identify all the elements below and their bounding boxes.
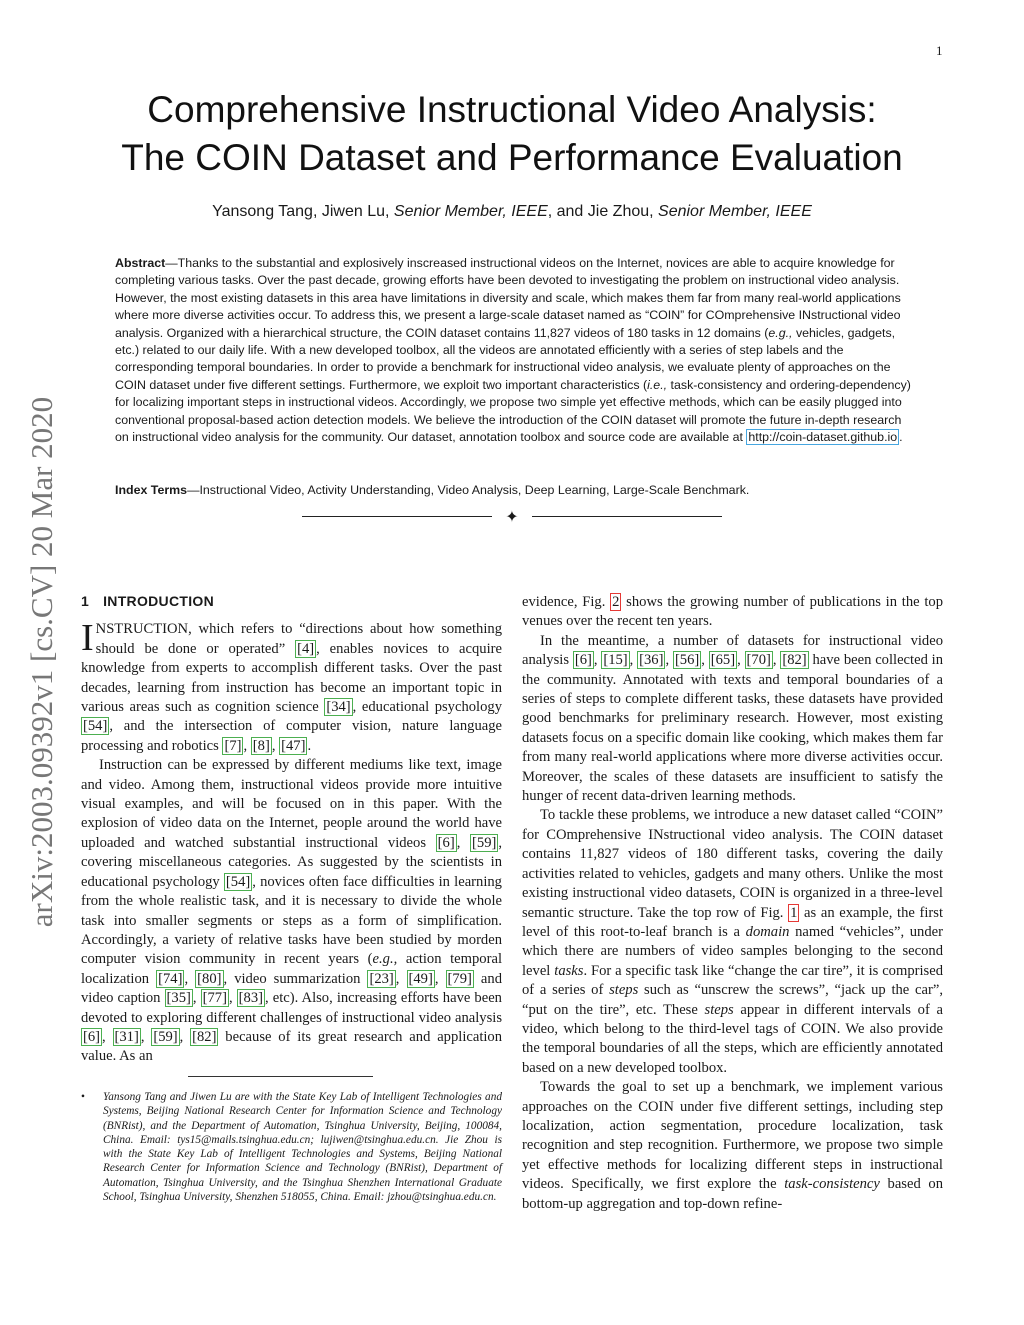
punctuation: ,	[228, 990, 237, 1007]
citation-link[interactable]: [80]	[197, 970, 222, 987]
paragraph-text: e.g.,	[372, 951, 398, 968]
citation-link[interactable]: [59]	[153, 1028, 178, 1045]
title-line-2: The COIN Dataset and Performance Evaluation	[121, 137, 903, 178]
affiliation-footnote	[81, 1090, 502, 1204]
citation-link[interactable]: [83]	[238, 990, 263, 1007]
paragraph-text: because of its great research and application value. As an	[81, 1028, 503, 1065]
citation-link[interactable]: [74]	[158, 970, 183, 987]
punctuation: ,	[593, 652, 602, 669]
paragraph-text: steps	[609, 982, 639, 999]
citation-link[interactable]: [7]	[224, 737, 242, 754]
paragraph-text: . For a specific task like “change the car tire”, it is comprised of a series of	[522, 962, 943, 999]
paragraph-text: as an example, the first level of this root-to-leaf branch is a	[522, 904, 944, 940]
citation-link[interactable]: [23]	[369, 970, 394, 987]
divider-line	[302, 516, 492, 517]
punctuation: ,	[665, 652, 673, 669]
citation-link[interactable]: [82]	[782, 652, 807, 669]
paragraph-text: , video summarization	[223, 970, 368, 987]
punctuation: ,	[456, 834, 471, 851]
citation-link[interactable]: [49]	[408, 970, 433, 987]
citation-link[interactable]: [31]	[114, 1028, 139, 1045]
author-names: , and Jie Zhou,	[547, 203, 659, 220]
citation-link[interactable]: [54]	[83, 718, 108, 735]
paragraph-text: action temporal localization	[81, 951, 502, 987]
paragraph-text: To tackle these problems, we introduce a new dataset called “COIN” for COmprehensive INstructional video analysis. The COIN dataset contains 11,827 videos of 180 different tasks, covering the daily activities related to vehicles, gadgets and many others. Unlike the most existing instructional video datasets, COIN is organized in a three-level semantic structure. Take the top row of Fig.	[522, 807, 943, 921]
punctuation: ,	[395, 970, 407, 987]
section-divider	[302, 508, 722, 526]
citation-link[interactable]: [6]	[83, 1028, 101, 1045]
section-number: 1	[81, 593, 90, 609]
footnote-rule	[188, 1076, 373, 1077]
paragraph-text: tasks	[554, 962, 584, 979]
paragraph-text: have been collected in the community. Annotated with texts and temporal boundaries of a series of steps to complete different tasks, these datasets have provided good benchmarks for preliminary research. However, most existing datasets focus on a specific domain like cooking, which makes them far from many real-world applications where more diverse activities occur. Moreover, the scales of these datasets are insufficient to satisfy the hunger of recent data-driven learning methods.	[522, 652, 944, 805]
citation-link[interactable]: [82]	[192, 1028, 217, 1045]
abstract-text: task-consistency and ordering-dependency) for localizing important steps in instructional videos. Accordingly, we propose two simple yet effective methods, which can be easily plugged into conventional proposal-based action detection models. We believe the introduction of the COIN dataset will promote the future in-depth research on instructional video analysis for the community. Our dataset, annotation toolbox and source code are available at	[115, 377, 911, 445]
index-terms-label: Index Terms	[115, 483, 188, 497]
diamond-icon: ✦	[505, 507, 519, 526]
citation-link[interactable]: [15]	[603, 652, 628, 669]
author-list	[60, 203, 964, 221]
punctuation: ,	[434, 970, 446, 987]
citation-link[interactable]: [4]	[297, 640, 315, 657]
section-title: INTRODUCTION	[103, 593, 215, 609]
punctuation: ,	[184, 970, 196, 987]
figure-link[interactable]: 1	[790, 904, 798, 921]
section-heading	[81, 592, 502, 611]
paragraph-text: , novices often face difficulties in learning from the whole realistic task, and it is necessary to divide the whole task into smaller segments or steps as a form of simplification. Accordingly, a variety of relative tasks have been studied by morden computer vision community in recent years (	[81, 873, 502, 968]
abstract-text: e.g.,	[768, 325, 793, 340]
author-names: Yansong Tang, Jiwen Lu,	[212, 203, 394, 220]
paragraph-text: , and the intersection of computer vision, nature language processing and robotics	[81, 718, 502, 754]
drop-cap: I	[81, 617, 94, 660]
abstract-label: Abstract	[115, 256, 166, 270]
paragraph	[522, 593, 943, 632]
punctuation: ,	[243, 737, 251, 754]
paragraph-text: Instruction can be expressed by different mediums like text, image and video. Among them, instructional videos provide more intuitive visual examples, and will be focused on in this paper. With the explosion of video data on the Internet, people around the world have uploaded and watched substantial instructional videos	[81, 757, 502, 851]
punctuation: ,	[701, 652, 709, 669]
punctuation: ,	[629, 652, 638, 669]
punctuation: ,	[179, 1028, 191, 1045]
abstract-text: i.e.,	[647, 377, 668, 392]
paper-title	[60, 86, 964, 182]
paragraph-text: , enables novices to acquire knowledge from experts to accomplish different tasks. Over the past decades, learning from instruction has become an important topic in various areas such as cognition science	[81, 640, 502, 716]
paragraph-text: Towards the goal to set up a benchmark, we implement various approaches on the COIN under five different settings, including step localization, action segmentation, procedure localization, task recognition and step recognition. Furthermore, we propose two simple yet effective methods for localizing different steps in instructional videos. Specifically, we first explore the	[522, 1079, 943, 1193]
citation-link[interactable]: [65]	[710, 652, 736, 669]
paragraph	[522, 806, 943, 1078]
footnote-text: Yansong Tang and Jiwen Lu are with the State Key Lab of Intelligent Technologies and Systems, Beijing National Research Center for Information Science and Technology (BNRist), and the Department of Automation, Tsinghua University, Beijing, 100084, China. Email: tys15@mails.tsinghua.edu.cn; lujiwen@tsinghua.edu.cn. Jie Zhou is with the State Key Lab of Intelligent Technologies and Systems, Beijing National Research Center for Information Science and Technology (BNRist), Department of Automation, Tsinghua University, and the Tsinghua Shenzhen International Graduate School, Tsinghua University, Shenzhen 518055, China. Email: jzhou@tsinghua.edu.cn.	[103, 1091, 502, 1204]
paragraph-text: , covering miscellaneous categories. As suggested by the scientists in educational psychology	[81, 834, 503, 890]
left-column	[81, 592, 502, 1067]
abstract-text: —Thanks to the substantial and explosively inscreased instructional videos on the Internet, novices are able to acquire knowledge for completing various tasks. Over the past decade, growing efforts have been devoted to investigating the problem on instructional video analysis. However, the most existing datasets in this area have limitations in diversity and scale, which makes them far from many real-world applications where more diverse activities occur. To address this, we present a large-scale dataset named as “COIN” for COmprehensive INstructional video analysis. Organized with a hierarchical structure, the COIN dataset contains 11,827 videos of 180 tasks in 12 domains (	[115, 256, 901, 340]
citation-link[interactable]: [54]	[225, 873, 251, 890]
punctuation: ,	[772, 652, 781, 669]
paragraph	[81, 617, 502, 756]
citation-link[interactable]: [35]	[166, 990, 191, 1007]
paragraph-text: , etc). Also, increasing efforts have been devoted to exploring different challenges of instructional video analysis	[81, 990, 502, 1026]
paragraph-text: evidence, Fig.	[522, 594, 611, 610]
abstract-text: vehicles, gadgets, etc.) related to our daily life. With a new developed toolbox, all the videos are annotated efficiently with a series of step labels and the corresponding temporal boundaries. In order to provide a benchmark for instructional video analysis, we evaluate plenty of approaches on the COIN dataset under five different settings. Furthermore, we exploit two important characteristics (	[115, 325, 896, 392]
punctuation: ,	[102, 1028, 113, 1045]
paragraph-text: appear in different intervals of a video, which belong to the third-level tags of COIN. We also provide the temporal boundaries of all the steps, which are efficiently annotated based on a new developed toolbox.	[522, 1001, 943, 1076]
paragraph-text: domain	[745, 923, 790, 940]
citation-link[interactable]: [77]	[202, 990, 227, 1007]
index-terms	[115, 482, 913, 499]
paragraph-text: , educational psychology	[352, 699, 502, 716]
citation-link[interactable]: [36]	[639, 652, 664, 669]
author-role: Senior Member, IEEE	[393, 203, 548, 220]
paragraph-text: NSTRUCTION, which refers to “directions about how something should be done or operated”	[95, 621, 502, 657]
title-line-1: Comprehensive Instructional Video Analysis:	[147, 89, 877, 130]
punctuation: ,	[737, 652, 745, 669]
paragraph-text: such as “unscrew the screws”, “jack up the car”, “put on the tire”, etc. These	[522, 982, 943, 1018]
citation-link[interactable]: [79]	[447, 970, 472, 987]
citation-link[interactable]: [8]	[252, 737, 270, 754]
right-column	[522, 593, 943, 1214]
citation-link[interactable]: [6]	[437, 834, 455, 851]
page-number: 1	[936, 43, 943, 58]
citation-link[interactable]: [47]	[281, 737, 306, 754]
abstract-text: .	[899, 430, 903, 445]
punctuation: ,	[140, 1028, 152, 1045]
paragraph	[522, 1078, 943, 1214]
citation-link[interactable]: [34]	[326, 699, 351, 716]
punctuation: ,	[192, 990, 201, 1007]
paragraph	[522, 632, 943, 807]
paragraph-text: steps	[704, 1001, 734, 1018]
index-terms-text: —Instructional Video, Activity Understanding, Video Analysis, Deep Learning, Large-Scale Benchmark.	[187, 483, 750, 497]
paragraph-text: In the meantime, a number of datasets for instructional video analysis	[522, 632, 943, 669]
citation-link[interactable]: [56]	[674, 652, 700, 669]
paragraph-text: task-consistency	[784, 1176, 880, 1193]
dataset-link[interactable]: http://coin-dataset.github.io	[748, 430, 898, 445]
abstract	[115, 255, 913, 446]
paragraph-text: based on bottom-up aggregation and top-down refine-	[522, 1176, 943, 1212]
bullet-icon: •	[81, 1091, 85, 1103]
arxiv-stamp: arXiv:2003.09392v1 [cs.CV] 20 Mar 2020	[24, 396, 59, 928]
paragraph-text: named “vehicles”, under which there are numbers of video samples belonging to the second level	[522, 923, 943, 979]
divider-line	[532, 516, 722, 517]
figure-link[interactable]: 2	[612, 594, 620, 610]
paragraph-text: shows the growing number of publications in the top venues over the recent ten years.	[522, 594, 944, 630]
citation-link[interactable]: [70]	[746, 652, 771, 669]
punctuation: .	[307, 737, 312, 754]
punctuation: ,	[271, 737, 280, 754]
author-role: Senior Member, IEEE	[658, 203, 812, 220]
paragraph-text: and video caption	[81, 970, 502, 1007]
citation-link[interactable]: [6]	[574, 652, 592, 669]
citation-link[interactable]: [59]	[472, 834, 497, 851]
paragraph	[81, 756, 502, 1067]
